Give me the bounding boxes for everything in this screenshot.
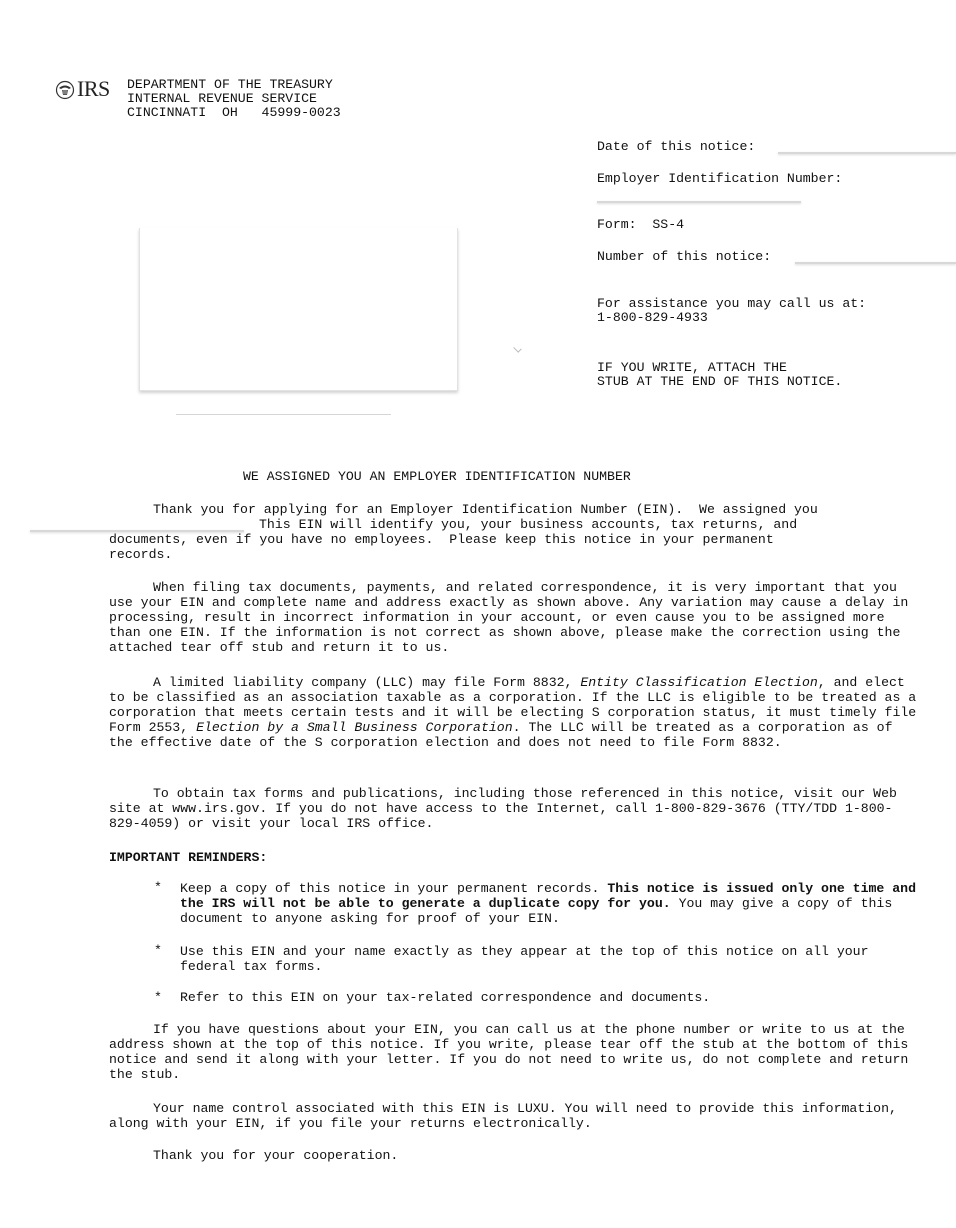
reminder-1	[180, 881, 920, 926]
notice-number-label: Number of this notice:	[597, 249, 772, 264]
closing-line: Thank you for your cooperation.	[153, 1148, 399, 1163]
reminder-text: You may give a copy of this document to anyone asking for proof of your EIN.	[180, 896, 893, 926]
form-8832-title: Entity Classification Election	[580, 675, 818, 690]
agency-line: CINCINNATI OH 45999-0023	[127, 105, 341, 120]
write-instructions	[597, 361, 842, 389]
bullet-mark: *	[154, 943, 162, 958]
redaction-bar	[176, 414, 391, 415]
form-2553-title: Election by a Small Business Corporation	[196, 720, 513, 735]
reminders-heading: IMPORTANT REMINDERS:	[109, 850, 268, 865]
redaction-bar	[795, 262, 956, 264]
paragraph-4: To obtain tax forms and publications, including those referenced in this notice, visit our Web site at www.irs.gov. If you do not have access to the Internet, call 1-800-829-3676 (TTY/TDD 1-800-829-4059) or visit your local IRS office.	[109, 786, 897, 831]
write-line: STUB AT THE END OF THIS NOTICE.	[597, 374, 843, 389]
paragraph-1-line: Thank you for applying for an Employer Identification Number (EIN). We assigned you	[153, 502, 818, 517]
eagle-icon	[55, 80, 75, 100]
redacted-address-box	[139, 228, 458, 391]
agency-line: INTERNAL REVENUE SERVICE	[127, 91, 317, 106]
paragraph-3-text: . The LLC will be treated as a corporation as of the effective date of the S corporation election and does not need to file Form 8832.	[109, 720, 893, 750]
paragraph-6: Your name control associated with this EIN is LUXU. You will need to provide this information, along with your EIN, if you file your returns electronically.	[109, 1101, 897, 1131]
assistance-text	[597, 297, 866, 325]
write-line: IF YOU WRITE, ATTACH THE	[597, 360, 787, 375]
bullet-mark: *	[154, 990, 162, 1005]
irs-logo-text: IRS	[77, 76, 110, 101]
notice-title: WE ASSIGNED YOU AN EMPLOYER IDENTIFICATION NUMBER	[243, 469, 631, 484]
assistance-line: For assistance you may call us at:	[597, 296, 867, 311]
paragraph-2: When filing tax documents, payments, and related correspondence, it is very important that you use your EIN and complete name and address exactly as shown above. Any variation may cause a delay in processing, result in incorrect information in your account, or even cause you to be assigned more than one EIN. If the information is not correct as shown above, please make the correction using the attached tear off stub and return it to us.	[109, 580, 909, 655]
assistance-phone: 1-800-829-4933	[597, 310, 708, 325]
paragraph-1-line: This EIN will identify you, your business accounts, tax returns, and	[259, 517, 798, 532]
agency-address	[127, 78, 341, 120]
agency-line: DEPARTMENT OF THE TREASURY	[127, 77, 333, 92]
chevron-down-icon	[513, 344, 521, 352]
paragraph-1-line: documents, even if you have no employees. Please keep this notice in your permanent	[109, 532, 774, 547]
bullet-mark: *	[154, 880, 162, 895]
irs-logo	[55, 78, 110, 100]
reminder-text: Keep a copy of this notice in your permanent records.	[180, 881, 608, 896]
reminder-emphasis: This notice is issued only one time and the IRS will not be able to generate a duplicate copy for you.	[180, 881, 916, 911]
paragraph-3-text: A limited liability company (LLC) may file Form 8832,	[153, 675, 581, 690]
paragraph-3-text: , and elect to be classified as an association taxable as a corporation. If the LLC is eligible to be treated as a corporation that meets certain tests and it will be electing S corporation status, it must timely file Form 2553,	[109, 675, 917, 735]
paragraph-5: If you have questions about your EIN, you can call us at the phone number or write to us at the address shown at the top of this notice. If you write, please tear off the stub at the bottom of this notice and send it along with your letter. If you do not need to write us, do not complete and return the stub.	[109, 1022, 909, 1082]
paragraph-1-line: records.	[109, 547, 173, 562]
reminder-2: Use this EIN and your name exactly as they appear at the top of this notice on all your federal tax forms.	[180, 944, 869, 974]
form-label: Form: SS-4	[597, 217, 685, 232]
reminder-3: Refer to this EIN on your tax-related correspondence and documents.	[180, 990, 711, 1005]
redaction-bar	[597, 201, 801, 203]
paragraph-3	[109, 675, 919, 750]
notice-date-label: Date of this notice:	[597, 139, 756, 154]
redaction-bar	[778, 152, 956, 154]
ein-label: Employer Identification Number:	[597, 171, 843, 186]
